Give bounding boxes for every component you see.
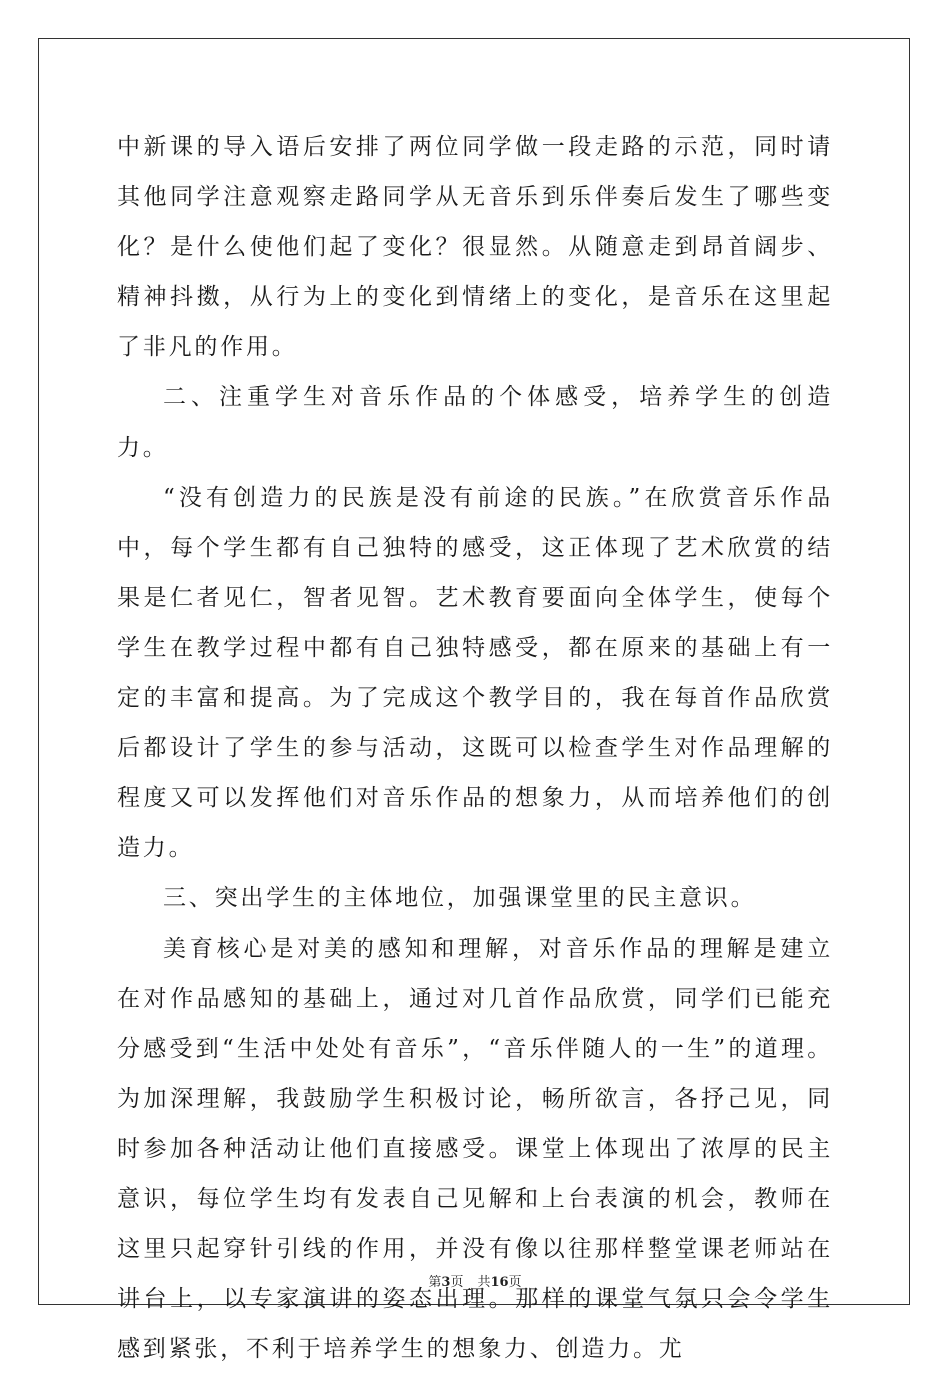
- paragraph-creativity: “没有创造力的民族是没有前途的民族。”在欣赏音乐作品中，每个学生都有自己独特的感受，这正体现了艺术欣赏的结果是仁者见仁，智者见智。艺术教育要面向全体学生，使每个学生在教学过程中都有自己独特感受，都在原来的基础上有一定的丰富和提高。为了完成这个教学目的，我在每首作品欣赏后都设计了学生的参与活动，这既可以检查学生对作品理解的程度又可以发挥他们对音乐作品的想象力，从而培养他们的创造力。: [117, 473, 833, 874]
- page-number: 3: [441, 1275, 450, 1290]
- page-footer: [0, 1275, 950, 1291]
- document-body: [117, 122, 833, 1374]
- total-prefix: 共: [477, 1275, 490, 1290]
- total-suffix: 页: [509, 1275, 522, 1290]
- total-pages: 16: [490, 1275, 508, 1290]
- section-heading-three: 三、突出学生的主体地位，加强课堂里的民主意识。: [117, 873, 833, 923]
- paragraph-continuation: 中新课的导入语后安排了两位同学做一段走路的示范，同时请其他同学注意观察走路同学从无音乐到乐伴奏后发生了哪些变化？是什么使他们起了变化？很显然。从随意走到昂首阔步、精神抖擞，从行为上的变化到情绪上的变化，是音乐在这里起了非凡的作用。: [117, 122, 833, 372]
- paragraph-democracy: 美育核心是对美的感知和理解，对音乐作品的理解是建立在对作品感知的基础上，通过对几首作品欣赏，同学们已能充分感受到“生活中处处有音乐”，“音乐伴随人的一生”的道理。为加深理解，我鼓励学生积极讨论，畅所欲言，各抒己见，同时参加各种活动让他们直接感受。课堂上体现出了浓厚的民主意识，每位学生均有发表自己见解和上台表演的机会，教师在这里只起穿针引线的作用，并没有像以往那样整堂课老师站在讲台上，以专家演讲的姿态出理。那样的课堂气氛只会令学生感到紧张，不利于培养学生的想象力、创造力。尤: [117, 924, 833, 1374]
- page-prefix: 第: [428, 1275, 441, 1290]
- page-suffix: 页: [450, 1275, 463, 1290]
- section-heading-two: 二、注重学生对音乐作品的个体感受，培养学生的创造力。: [117, 372, 833, 472]
